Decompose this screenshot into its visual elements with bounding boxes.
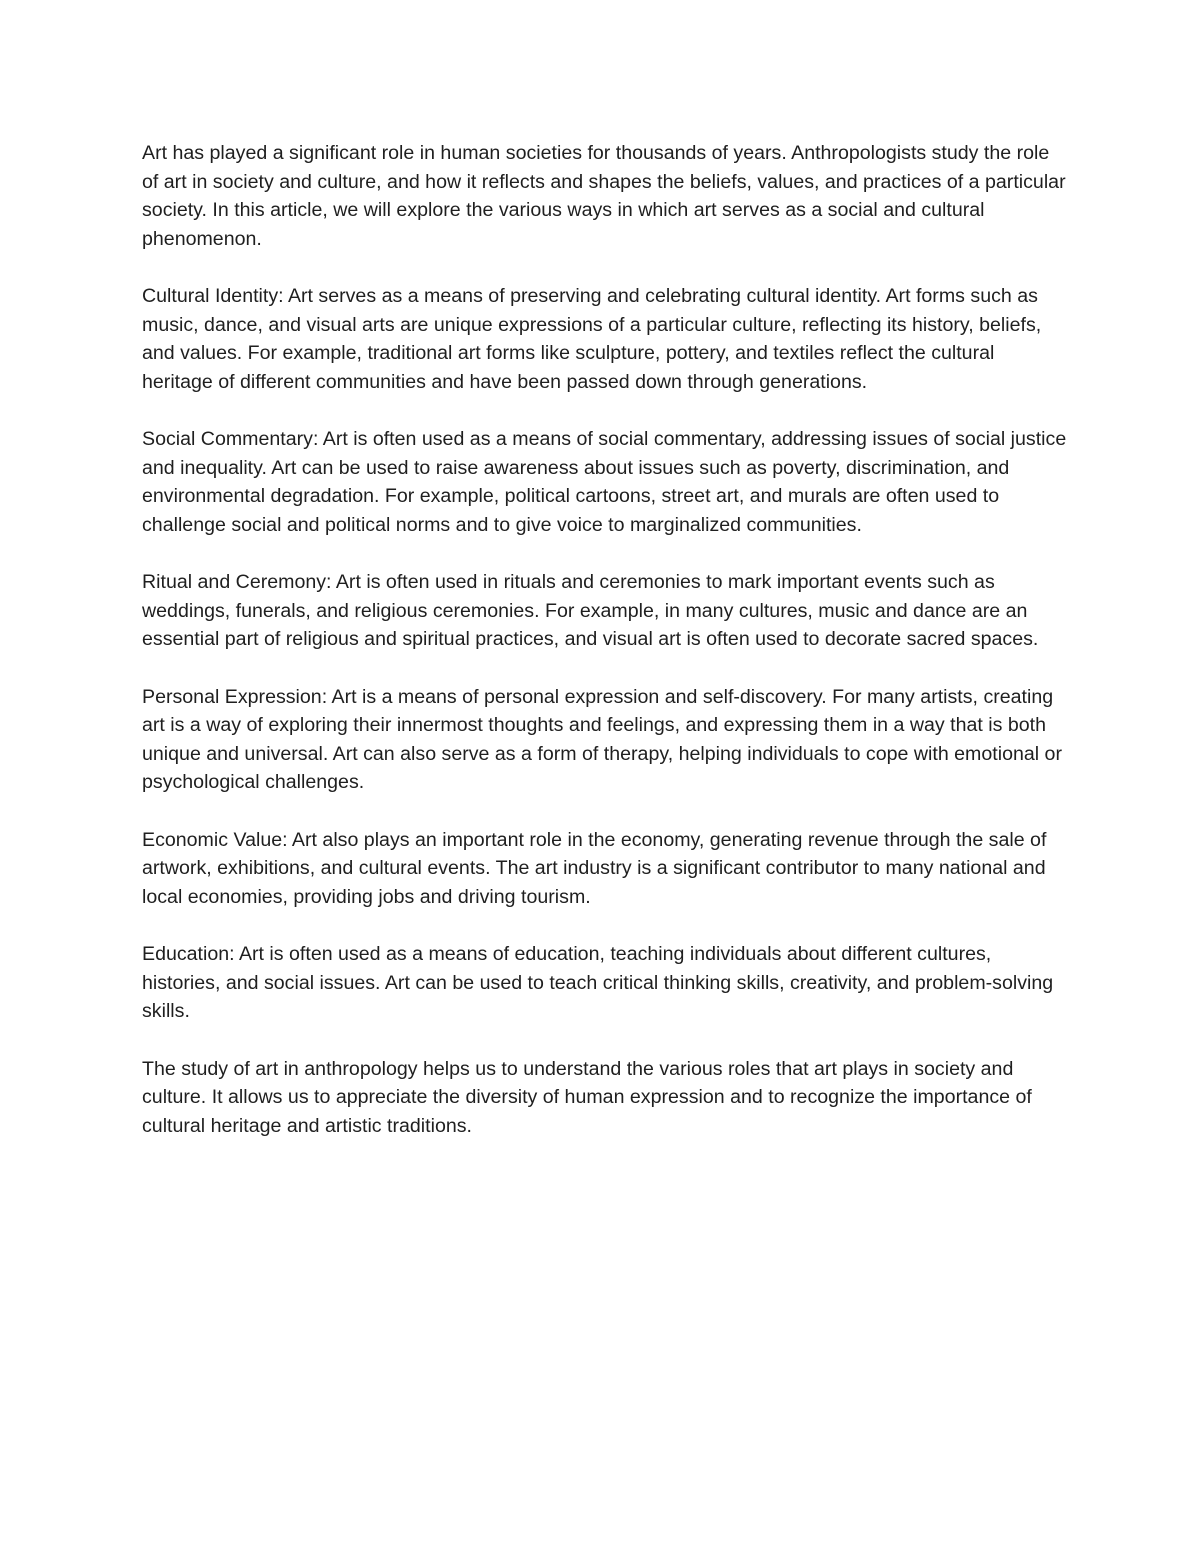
- document-body: [142, 139, 1067, 1169]
- paragraph-cultural-identity: Cultural Identity: Art serves as a means of preserving and celebrating cultural identity. Art forms such as music, dance, and visual arts are unique expressions of a particular culture, reflecting its history, beliefs, and values. For example, traditional art forms like sculpture, pottery, and textiles reflect the cultural heritage of different communities and have been passed down through generations.: [142, 285, 1042, 393]
- paragraph-intro: Art has played a significant role in human societies for thousands of years. Anthropologists study the role of art in society and culture, and how it reflects and shapes the beliefs, values, and practices of a particular society. In this article, we will explore the various ways in which art serves as a social and cultural phenomenon.: [142, 142, 1066, 250]
- paragraph-economic-value: Economic Value: Art also plays an important role in the economy, generating revenue through the sale of artwork, exhibitions, and cultural events. The art industry is a significant contributor to many national and local economies, providing jobs and driving tourism.: [142, 828, 1047, 908]
- paragraph-personal-expression: Personal Expression: Art is a means of personal expression and self-discovery. For many artists, creating art is a way of exploring their innermost thoughts and feelings, and expressing them in a way that is both unique and universal. Art can also serve as a form of therapy, helping individuals to cope with emotional or psychological challenges.: [142, 685, 1062, 793]
- paragraph-social-commentary: Social Commentary: Art is often used as a means of social commentary, addressing issues of social justice and inequality. Art can be used to raise awareness about issues such as poverty, discrimination, and environmental degradation. For example, political cartoons, street art, and murals are often used to challenge social and political norms and to give voice to marginalized communities.: [142, 428, 1067, 536]
- paragraph-ritual-ceremony: Ritual and Ceremony: Art is often used in rituals and ceremonies to mark important events such as weddings, funerals, and religious ceremonies. For example, in many cultures, music and dance are an essential part of religious and spiritual practices, and visual art is often used to decorate sacred spaces.: [142, 571, 1039, 650]
- paragraph-conclusion: The study of art in anthropology helps us to understand the various roles that art plays in society and culture. It allows us to appreciate the diversity of human expression and to recognize the importance of cultural heritage and artistic traditions.: [142, 1057, 1032, 1137]
- paragraph-education: Education: Art is often used as a means of education, teaching individuals about different cultures, histories, and social issues. Art can be used to teach critical thinking skills, creativity, and problem-solving skills.: [142, 943, 1054, 1022]
